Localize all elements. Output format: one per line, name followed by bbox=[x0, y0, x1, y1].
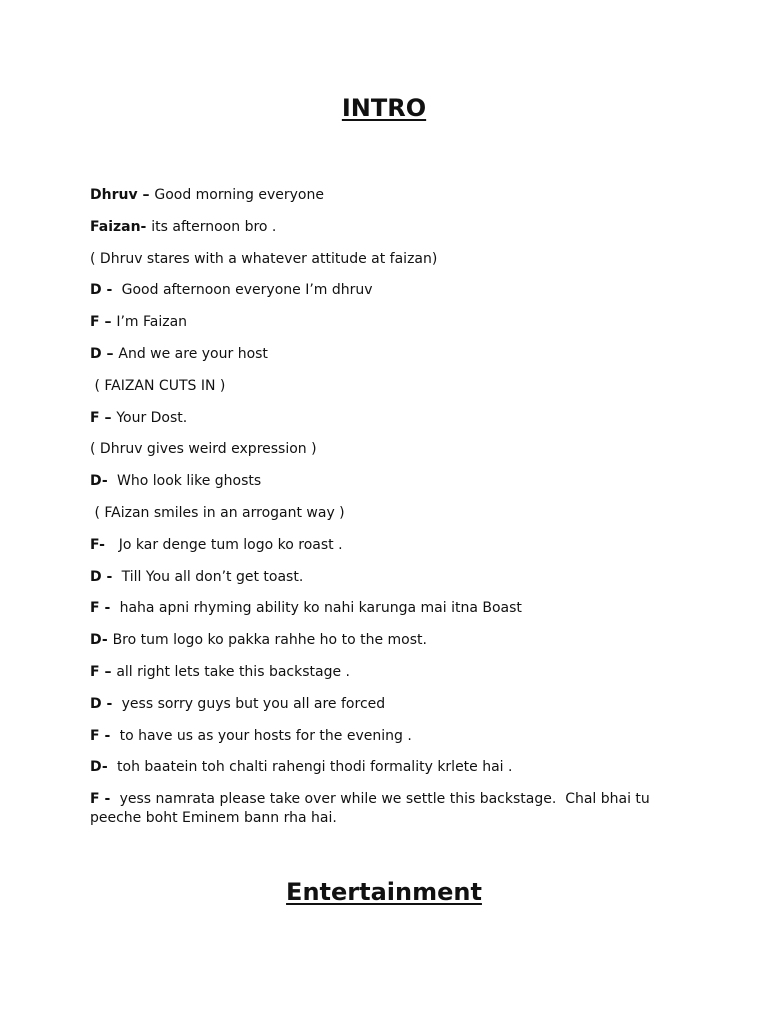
line-text: ( FAizan smiles in an arrogant way ) bbox=[90, 504, 345, 521]
speaker-label: D – bbox=[90, 345, 119, 362]
line-text: ( FAIZAN CUTS IN ) bbox=[90, 377, 226, 394]
line-text: Good afternoon everyone I’m dhruv bbox=[117, 282, 373, 299]
line-text: yess namrata please take over while we settle this backstage. Chal bhai tu peeche boht Eminem bann rha hai. bbox=[90, 791, 655, 827]
speaker-label: Dhruv – bbox=[90, 187, 155, 203]
script-line bbox=[90, 345, 670, 364]
script-line bbox=[90, 536, 670, 555]
line-text: ( Dhruv stares with a whatever attitude at faizan) bbox=[90, 250, 438, 267]
script-line bbox=[90, 758, 670, 777]
speaker-label: F - bbox=[90, 600, 116, 617]
script-line bbox=[90, 218, 670, 237]
intro-heading: INTRO bbox=[341, 94, 427, 122]
script-line bbox=[90, 472, 670, 491]
line-text: I’m Faizan bbox=[116, 314, 188, 331]
line-text: all right lets take this backstage . bbox=[116, 663, 350, 680]
line-text: Till You all don’t get toast. bbox=[117, 568, 304, 585]
script-line bbox=[90, 313, 670, 332]
speaker-label: F – bbox=[90, 663, 117, 680]
line-text: yess sorry guys but you all are forced bbox=[117, 695, 386, 712]
script-line bbox=[90, 409, 670, 428]
script-line bbox=[90, 281, 670, 300]
script-line bbox=[90, 186, 670, 205]
line-text: Jo kar denge tum logo ko roast . bbox=[109, 536, 343, 553]
line-text: Who look like ghosts bbox=[112, 473, 262, 490]
speaker-label: F – bbox=[90, 409, 117, 426]
script-line bbox=[90, 663, 670, 682]
script-line bbox=[90, 250, 670, 269]
line-text: Bro tum logo ko pakka rahhe ho to the most. bbox=[112, 632, 427, 649]
script-line bbox=[90, 790, 670, 828]
speaker-label: D- bbox=[90, 473, 113, 490]
script-line bbox=[90, 440, 670, 459]
speaker-label: D - bbox=[90, 568, 118, 585]
script-line bbox=[90, 377, 670, 396]
speaker-label: D - bbox=[90, 695, 118, 712]
speaker-label: F - bbox=[90, 727, 116, 744]
speaker-label: Faizan- bbox=[90, 218, 152, 235]
speaker-label: F – bbox=[90, 314, 117, 331]
speaker-label: D- bbox=[90, 759, 113, 776]
entertainment-heading: Entertainment bbox=[286, 878, 482, 906]
line-text: its afternoon bro . bbox=[151, 218, 277, 235]
line-text: haha apni rhyming ability ko nahi karunga mai itna Boast bbox=[115, 600, 522, 617]
script-line bbox=[90, 727, 670, 746]
speaker-label: F- bbox=[90, 536, 110, 553]
line-text: Your Dost. bbox=[116, 409, 188, 426]
line-text: ( Dhruv gives weird expression ) bbox=[90, 441, 317, 458]
script-line bbox=[90, 631, 670, 650]
line-text: Good morning everyone bbox=[154, 187, 324, 203]
script-line bbox=[90, 599, 670, 618]
script-body bbox=[90, 186, 670, 841]
speaker-label: D- bbox=[90, 632, 113, 649]
line-text: And we are your host bbox=[118, 345, 268, 362]
line-text: to have us as your hosts for the evening . bbox=[115, 727, 412, 744]
speaker-label: F - bbox=[90, 791, 116, 808]
line-text: toh baatein toh chalti rahengi thodi formality krlete hai . bbox=[112, 759, 513, 776]
script-line bbox=[90, 695, 670, 714]
script-line bbox=[90, 568, 670, 587]
speaker-label: D - bbox=[90, 282, 118, 299]
script-line bbox=[90, 504, 670, 523]
